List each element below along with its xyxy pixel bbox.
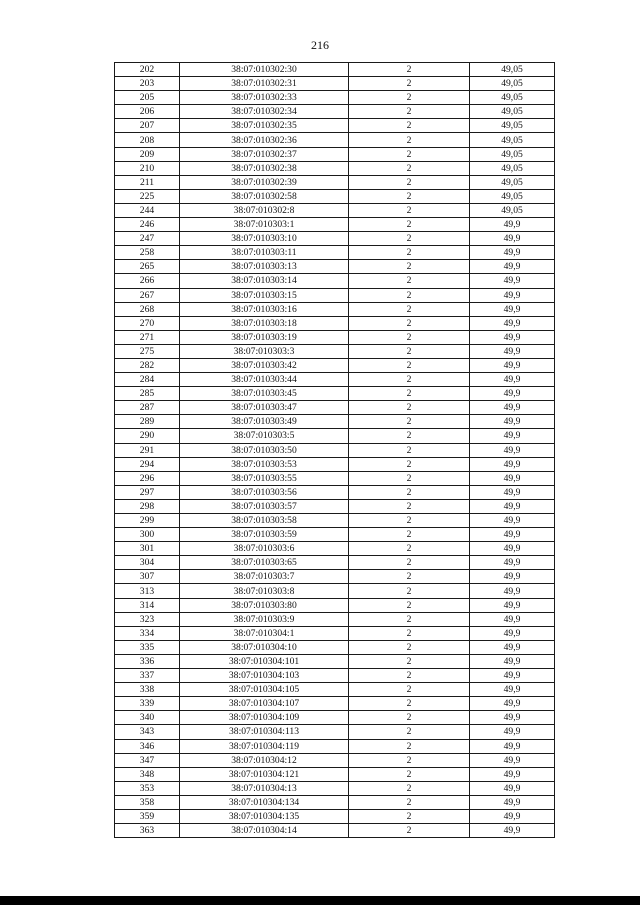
value-cell: 49,9 xyxy=(470,767,555,781)
row-number-cell: 307 xyxy=(115,570,180,584)
row-number-cell: 266 xyxy=(115,274,180,288)
value-cell: 49,9 xyxy=(470,584,555,598)
row-number-cell: 299 xyxy=(115,514,180,528)
category-cell: 2 xyxy=(349,77,470,91)
row-number-cell: 208 xyxy=(115,133,180,147)
category-cell: 2 xyxy=(349,443,470,457)
cadastral-number-cell: 38:07:010302:58 xyxy=(180,189,349,203)
table-row xyxy=(115,584,555,598)
cadastral-number-cell: 38:07:010303:58 xyxy=(180,514,349,528)
table-row xyxy=(115,485,555,499)
category-cell: 2 xyxy=(349,63,470,77)
category-cell: 2 xyxy=(349,612,470,626)
value-cell: 49,9 xyxy=(470,288,555,302)
value-cell: 49,9 xyxy=(470,499,555,513)
cadastral-number-cell: 38:07:010303:49 xyxy=(180,415,349,429)
row-number-cell: 289 xyxy=(115,415,180,429)
value-cell: 49,9 xyxy=(470,570,555,584)
table-row xyxy=(115,528,555,542)
row-number-cell: 335 xyxy=(115,640,180,654)
row-number-cell: 207 xyxy=(115,119,180,133)
row-number-cell: 210 xyxy=(115,161,180,175)
row-number-cell: 270 xyxy=(115,316,180,330)
category-cell: 2 xyxy=(349,598,470,612)
category-cell: 2 xyxy=(349,260,470,274)
row-number-cell: 203 xyxy=(115,77,180,91)
cadastral-number-cell: 38:07:010303:3 xyxy=(180,344,349,358)
table-row xyxy=(115,514,555,528)
table-row xyxy=(115,133,555,147)
value-cell: 49,9 xyxy=(470,232,555,246)
row-number-cell: 300 xyxy=(115,528,180,542)
table-row xyxy=(115,429,555,443)
category-cell: 2 xyxy=(349,654,470,668)
category-cell: 2 xyxy=(349,824,470,838)
row-number-cell: 359 xyxy=(115,809,180,823)
cadastral-number-cell: 38:07:010303:9 xyxy=(180,612,349,626)
value-cell: 49,05 xyxy=(470,63,555,77)
value-cell: 49,9 xyxy=(470,274,555,288)
category-cell: 2 xyxy=(349,697,470,711)
table-row xyxy=(115,471,555,485)
category-cell: 2 xyxy=(349,570,470,584)
row-number-cell: 337 xyxy=(115,669,180,683)
table-row xyxy=(115,612,555,626)
category-cell: 2 xyxy=(349,175,470,189)
category-cell: 2 xyxy=(349,457,470,471)
cadastral-number-cell: 38:07:010304:12 xyxy=(180,753,349,767)
row-number-cell: 314 xyxy=(115,598,180,612)
value-cell: 49,9 xyxy=(470,795,555,809)
value-cell: 49,9 xyxy=(470,471,555,485)
row-number-cell: 268 xyxy=(115,302,180,316)
value-cell: 49,9 xyxy=(470,739,555,753)
cadastral-number-cell: 38:07:010303:55 xyxy=(180,471,349,485)
table-row xyxy=(115,387,555,401)
cadastral-number-cell: 38:07:010304:119 xyxy=(180,739,349,753)
cadastral-number-cell: 38:07:010303:7 xyxy=(180,570,349,584)
cadastral-number-cell: 38:07:010303:65 xyxy=(180,556,349,570)
cadastral-number-cell: 38:07:010303:13 xyxy=(180,260,349,274)
cadastral-number-cell: 38:07:010304:134 xyxy=(180,795,349,809)
table-row xyxy=(115,542,555,556)
table-row xyxy=(115,683,555,697)
cadastral-number-cell: 38:07:010304:107 xyxy=(180,697,349,711)
row-number-cell: 363 xyxy=(115,824,180,838)
table-row xyxy=(115,246,555,260)
row-number-cell: 290 xyxy=(115,429,180,443)
row-number-cell: 247 xyxy=(115,232,180,246)
row-number-cell: 271 xyxy=(115,330,180,344)
cadastral-number-cell: 38:07:010303:6 xyxy=(180,542,349,556)
value-cell: 49,9 xyxy=(470,725,555,739)
cadastral-number-cell: 38:07:010303:19 xyxy=(180,330,349,344)
row-number-cell: 284 xyxy=(115,373,180,387)
row-number-cell: 346 xyxy=(115,739,180,753)
table-row xyxy=(115,91,555,105)
value-cell: 49,9 xyxy=(470,457,555,471)
scan-edge xyxy=(0,896,640,905)
category-cell: 2 xyxy=(349,683,470,697)
value-cell: 49,9 xyxy=(470,514,555,528)
cadastral-number-cell: 38:07:010303:14 xyxy=(180,274,349,288)
category-cell: 2 xyxy=(349,781,470,795)
row-number-cell: 209 xyxy=(115,147,180,161)
category-cell: 2 xyxy=(349,218,470,232)
category-cell: 2 xyxy=(349,753,470,767)
cadastral-number-cell: 38:07:010303:59 xyxy=(180,528,349,542)
row-number-cell: 296 xyxy=(115,471,180,485)
value-cell: 49,9 xyxy=(470,753,555,767)
category-cell: 2 xyxy=(349,542,470,556)
value-cell: 49,9 xyxy=(470,429,555,443)
value-cell: 49,9 xyxy=(470,330,555,344)
value-cell: 49,05 xyxy=(470,77,555,91)
table-row xyxy=(115,63,555,77)
category-cell: 2 xyxy=(349,203,470,217)
value-cell: 49,9 xyxy=(470,824,555,838)
category-cell: 2 xyxy=(349,246,470,260)
value-cell: 49,9 xyxy=(470,683,555,697)
category-cell: 2 xyxy=(349,499,470,513)
category-cell: 2 xyxy=(349,189,470,203)
table-row xyxy=(115,457,555,471)
category-cell: 2 xyxy=(349,161,470,175)
category-cell: 2 xyxy=(349,528,470,542)
cadastral-number-cell: 38:07:010302:33 xyxy=(180,91,349,105)
row-number-cell: 206 xyxy=(115,105,180,119)
row-number-cell: 258 xyxy=(115,246,180,260)
table-row xyxy=(115,218,555,232)
value-cell: 49,9 xyxy=(470,612,555,626)
value-cell: 49,9 xyxy=(470,246,555,260)
table-row xyxy=(115,598,555,612)
cadastral-number-cell: 38:07:010304:121 xyxy=(180,767,349,781)
value-cell: 49,05 xyxy=(470,189,555,203)
table-row xyxy=(115,161,555,175)
value-cell: 49,05 xyxy=(470,91,555,105)
row-number-cell: 291 xyxy=(115,443,180,457)
value-cell: 49,9 xyxy=(470,415,555,429)
row-number-cell: 282 xyxy=(115,358,180,372)
row-number-cell: 267 xyxy=(115,288,180,302)
table-row xyxy=(115,373,555,387)
row-number-cell: 304 xyxy=(115,556,180,570)
table-row xyxy=(115,626,555,640)
table-row xyxy=(115,669,555,683)
value-cell: 49,9 xyxy=(470,640,555,654)
category-cell: 2 xyxy=(349,91,470,105)
category-cell: 2 xyxy=(349,401,470,415)
table-row xyxy=(115,795,555,809)
row-number-cell: 348 xyxy=(115,767,180,781)
table-row xyxy=(115,232,555,246)
cadastral-number-cell: 38:07:010304:14 xyxy=(180,824,349,838)
table-row xyxy=(115,556,555,570)
category-cell: 2 xyxy=(349,415,470,429)
cadastral-number-cell: 38:07:010304:109 xyxy=(180,711,349,725)
table-row xyxy=(115,570,555,584)
category-cell: 2 xyxy=(349,485,470,499)
table-row xyxy=(115,274,555,288)
category-cell: 2 xyxy=(349,429,470,443)
parcel-table xyxy=(114,62,555,838)
cadastral-number-cell: 38:07:010302:36 xyxy=(180,133,349,147)
row-number-cell: 343 xyxy=(115,725,180,739)
table-row xyxy=(115,175,555,189)
table-row xyxy=(115,781,555,795)
cadastral-number-cell: 38:07:010303:44 xyxy=(180,373,349,387)
cadastral-number-cell: 38:07:010303:1 xyxy=(180,218,349,232)
cadastral-number-cell: 38:07:010303:45 xyxy=(180,387,349,401)
value-cell: 49,9 xyxy=(470,809,555,823)
category-cell: 2 xyxy=(349,316,470,330)
row-number-cell: 336 xyxy=(115,654,180,668)
table-row xyxy=(115,344,555,358)
cadastral-number-cell: 38:07:010303:80 xyxy=(180,598,349,612)
category-cell: 2 xyxy=(349,556,470,570)
value-cell: 49,05 xyxy=(470,119,555,133)
cadastral-number-cell: 38:07:010304:113 xyxy=(180,725,349,739)
value-cell: 49,9 xyxy=(470,781,555,795)
cadastral-number-cell: 38:07:010303:42 xyxy=(180,358,349,372)
value-cell: 49,05 xyxy=(470,175,555,189)
table-row xyxy=(115,640,555,654)
cadastral-number-cell: 38:07:010303:8 xyxy=(180,584,349,598)
cadastral-number-cell: 38:07:010303:50 xyxy=(180,443,349,457)
row-number-cell: 339 xyxy=(115,697,180,711)
row-number-cell: 297 xyxy=(115,485,180,499)
cadastral-number-cell: 38:07:010304:13 xyxy=(180,781,349,795)
row-number-cell: 205 xyxy=(115,91,180,105)
category-cell: 2 xyxy=(349,133,470,147)
row-number-cell: 265 xyxy=(115,260,180,274)
table-row xyxy=(115,189,555,203)
table-row xyxy=(115,358,555,372)
row-number-cell: 294 xyxy=(115,457,180,471)
row-number-cell: 202 xyxy=(115,63,180,77)
row-number-cell: 211 xyxy=(115,175,180,189)
category-cell: 2 xyxy=(349,358,470,372)
category-cell: 2 xyxy=(349,640,470,654)
row-number-cell: 285 xyxy=(115,387,180,401)
table-row xyxy=(115,105,555,119)
row-number-cell: 246 xyxy=(115,218,180,232)
cadastral-number-cell: 38:07:010302:39 xyxy=(180,175,349,189)
value-cell: 49,9 xyxy=(470,358,555,372)
cadastral-number-cell: 38:07:010303:5 xyxy=(180,429,349,443)
table-row xyxy=(115,725,555,739)
table-row xyxy=(115,119,555,133)
category-cell: 2 xyxy=(349,711,470,725)
value-cell: 49,05 xyxy=(470,161,555,175)
row-number-cell: 347 xyxy=(115,753,180,767)
category-cell: 2 xyxy=(349,514,470,528)
value-cell: 49,9 xyxy=(470,556,555,570)
cadastral-number-cell: 38:07:010303:15 xyxy=(180,288,349,302)
table-row xyxy=(115,316,555,330)
value-cell: 49,9 xyxy=(470,302,555,316)
value-cell: 49,9 xyxy=(470,344,555,358)
row-number-cell: 313 xyxy=(115,584,180,598)
value-cell: 49,05 xyxy=(470,203,555,217)
cadastral-number-cell: 38:07:010303:16 xyxy=(180,302,349,316)
table-row xyxy=(115,147,555,161)
row-number-cell: 358 xyxy=(115,795,180,809)
cadastral-number-cell: 38:07:010304:10 xyxy=(180,640,349,654)
row-number-cell: 275 xyxy=(115,344,180,358)
category-cell: 2 xyxy=(349,119,470,133)
table-row xyxy=(115,711,555,725)
value-cell: 49,9 xyxy=(470,528,555,542)
table-row xyxy=(115,260,555,274)
value-cell: 49,9 xyxy=(470,598,555,612)
category-cell: 2 xyxy=(349,387,470,401)
cadastral-number-cell: 38:07:010302:8 xyxy=(180,203,349,217)
row-number-cell: 323 xyxy=(115,612,180,626)
value-cell: 49,9 xyxy=(470,669,555,683)
cadastral-number-cell: 38:07:010302:37 xyxy=(180,147,349,161)
cadastral-number-cell: 38:07:010304:105 xyxy=(180,683,349,697)
value-cell: 49,9 xyxy=(470,485,555,499)
category-cell: 2 xyxy=(349,288,470,302)
category-cell: 2 xyxy=(349,274,470,288)
cadastral-number-cell: 38:07:010303:10 xyxy=(180,232,349,246)
category-cell: 2 xyxy=(349,105,470,119)
value-cell: 49,9 xyxy=(470,697,555,711)
cadastral-number-cell: 38:07:010302:34 xyxy=(180,105,349,119)
value-cell: 49,9 xyxy=(470,542,555,556)
row-number-cell: 301 xyxy=(115,542,180,556)
value-cell: 49,9 xyxy=(470,654,555,668)
category-cell: 2 xyxy=(349,232,470,246)
category-cell: 2 xyxy=(349,809,470,823)
category-cell: 2 xyxy=(349,669,470,683)
cadastral-number-cell: 38:07:010302:38 xyxy=(180,161,349,175)
row-number-cell: 338 xyxy=(115,683,180,697)
table-row xyxy=(115,288,555,302)
table-row xyxy=(115,739,555,753)
row-number-cell: 334 xyxy=(115,626,180,640)
table-row xyxy=(115,401,555,415)
category-cell: 2 xyxy=(349,330,470,344)
cadastral-number-cell: 38:07:010303:18 xyxy=(180,316,349,330)
row-number-cell: 225 xyxy=(115,189,180,203)
value-cell: 49,05 xyxy=(470,133,555,147)
table-row xyxy=(115,499,555,513)
table-row xyxy=(115,824,555,838)
value-cell: 49,9 xyxy=(470,218,555,232)
category-cell: 2 xyxy=(349,767,470,781)
cadastral-number-cell: 38:07:010304:103 xyxy=(180,669,349,683)
value-cell: 49,9 xyxy=(470,260,555,274)
cadastral-number-cell: 38:07:010303:56 xyxy=(180,485,349,499)
cadastral-number-cell: 38:07:010303:57 xyxy=(180,499,349,513)
table-row xyxy=(115,809,555,823)
value-cell: 49,9 xyxy=(470,401,555,415)
table-row xyxy=(115,203,555,217)
table-row xyxy=(115,697,555,711)
cadastral-number-cell: 38:07:010304:1 xyxy=(180,626,349,640)
category-cell: 2 xyxy=(349,739,470,753)
cadastral-number-cell: 38:07:010303:11 xyxy=(180,246,349,260)
cadastral-number-cell: 38:07:010303:53 xyxy=(180,457,349,471)
category-cell: 2 xyxy=(349,344,470,358)
category-cell: 2 xyxy=(349,584,470,598)
table-row xyxy=(115,302,555,316)
value-cell: 49,9 xyxy=(470,373,555,387)
category-cell: 2 xyxy=(349,626,470,640)
table-row xyxy=(115,753,555,767)
page-number: 216 xyxy=(311,38,329,52)
value-cell: 49,9 xyxy=(470,316,555,330)
value-cell: 49,9 xyxy=(470,711,555,725)
row-number-cell: 298 xyxy=(115,499,180,513)
table-row xyxy=(115,415,555,429)
cadastral-number-cell: 38:07:010302:35 xyxy=(180,119,349,133)
value-cell: 49,9 xyxy=(470,443,555,457)
value-cell: 49,9 xyxy=(470,626,555,640)
category-cell: 2 xyxy=(349,302,470,316)
category-cell: 2 xyxy=(349,795,470,809)
cadastral-number-cell: 38:07:010302:30 xyxy=(180,63,349,77)
row-number-cell: 244 xyxy=(115,203,180,217)
row-number-cell: 353 xyxy=(115,781,180,795)
category-cell: 2 xyxy=(349,147,470,161)
category-cell: 2 xyxy=(349,373,470,387)
parcel-table-body xyxy=(115,63,555,838)
table-row xyxy=(115,77,555,91)
cadastral-number-cell: 38:07:010303:47 xyxy=(180,401,349,415)
row-number-cell: 287 xyxy=(115,401,180,415)
category-cell: 2 xyxy=(349,471,470,485)
cadastral-number-cell: 38:07:010304:135 xyxy=(180,809,349,823)
table-row xyxy=(115,767,555,781)
table-row xyxy=(115,330,555,344)
value-cell: 49,9 xyxy=(470,387,555,401)
value-cell: 49,05 xyxy=(470,147,555,161)
table-row xyxy=(115,443,555,457)
category-cell: 2 xyxy=(349,725,470,739)
cadastral-number-cell: 38:07:010302:31 xyxy=(180,77,349,91)
value-cell: 49,05 xyxy=(470,105,555,119)
cadastral-number-cell: 38:07:010304:101 xyxy=(180,654,349,668)
table-row xyxy=(115,654,555,668)
row-number-cell: 340 xyxy=(115,711,180,725)
